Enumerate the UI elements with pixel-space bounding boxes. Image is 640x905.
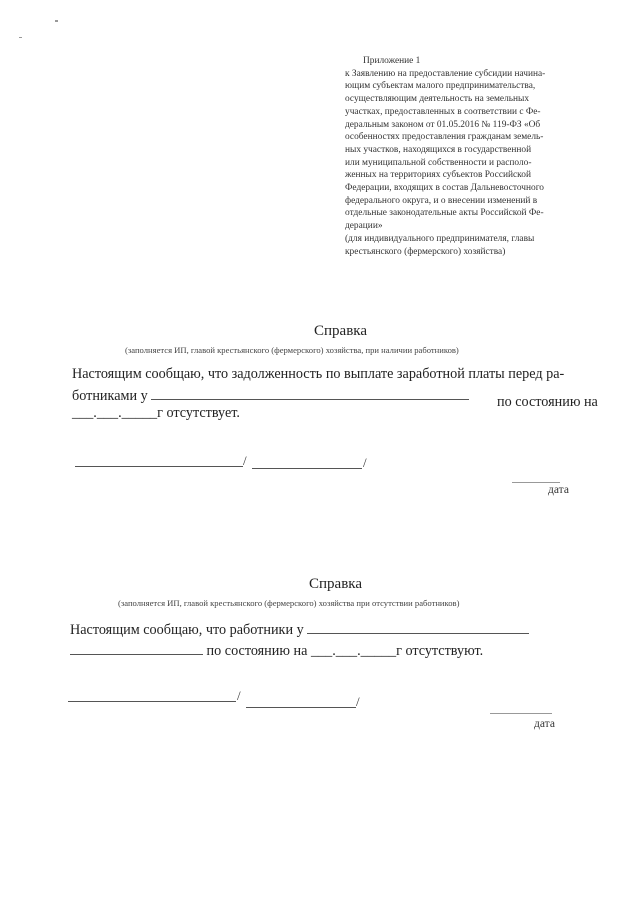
appendix-line: участках, предоставленных в соответствии с Фе- [345,106,541,117]
certificate-1-name-line[interactable] [252,468,362,469]
certificate-1-date-line[interactable] [512,482,560,483]
certificate-2-name-slash: / [356,694,360,709]
appendix-line: дерации» [345,221,383,232]
appendix-line: женных на территориях субъектов Российской [345,170,531,181]
appendix-line: или муниципальной собственности и располо- [345,157,532,168]
certificate-2-signature-line[interactable] [68,701,236,702]
certificate-2-employer-name-field[interactable] [307,619,529,634]
certificate-2-employer-name-field-continued[interactable] [70,640,203,655]
certificate-1-date-label: дата [548,484,569,496]
certificate-1-absent-text: г отсутствует. [157,405,240,421]
certificate-1-as-of-label: по состоянию на [497,394,598,410]
certificate-2-line-1 [70,619,529,639]
appendix-line: ных участков, находящихся в государственной [345,144,532,155]
certificate-2-name-line[interactable] [246,707,356,708]
appendix-line: федерального округа, и о внесении изменений в [345,195,538,206]
appendix-line: особенностях предоставления гражданам земель- [345,132,544,143]
certificate-2-title: Справка [309,576,362,592]
certificate-1-employees-label: ботниками у [72,388,148,404]
appendix-line: Федерации, входящих в состав Дальневосточного [345,183,544,194]
appendix-line: крестьянского (фермерского) хозяйства) [345,246,506,257]
scan-speck [19,37,22,38]
appendix-line: (для индивидуального предпринимателя, главы [345,233,535,244]
scan-speck [55,20,58,22]
appendix-block [345,55,615,258]
certificate-1-name-slash: / [363,455,367,470]
certificate-2-signature-slash: / [237,688,241,703]
appendix-line: осуществляющим деятельность на земельных [345,94,530,105]
appendix-line: деральным законом от 01.05.2016 № 119-ФЗ «Об [345,119,541,130]
certificate-2-employees-label: Настоящим сообщаю, что работники у [70,622,304,638]
appendix-line: ющим субъектам малого предпринимательства, [345,81,536,92]
certificate-2-date-line[interactable] [490,713,552,714]
certificate-2-absent-text: г отсутствуют. [396,643,484,659]
certificate-2-as-of-label: по состоянию на [206,643,308,659]
certificate-1-date-field[interactable]: ___.___._____ [72,405,158,421]
certificate-1-signature-line[interactable] [75,466,243,467]
employer-name-field[interactable] [151,385,469,400]
certificate-2-date-field[interactable]: ___.___._____ [310,643,397,659]
certificate-2-line-2 [70,640,483,660]
certificate-2-date-label: дата [534,718,555,730]
certificate-2-note: (заполняется ИП, главой крестьянского (фермерского) хозяйства при отсутствии работников) [118,598,460,608]
appendix-heading: Приложение 1 [363,56,421,66]
appendix-line: к Заявлению на предоставление субсидии начина- [345,68,546,79]
certificate-1-line-3 [72,405,240,422]
appendix-line: отдельные законодательные акты Российской Фе- [345,208,544,219]
certificate-1-signature-slash: / [243,453,247,468]
certificate-1-line-2 [72,385,469,405]
certificate-1-note: (заполняется ИП, главой крестьянского (фермерского) хозяйства, при наличии работников) [125,345,459,355]
certificate-1-title: Справка [314,323,367,339]
certificate-1-line-1: Настоящим сообщаю, что задолженность по выплате заработной платы перед ра- [72,366,565,382]
appendix-text [345,68,615,259]
